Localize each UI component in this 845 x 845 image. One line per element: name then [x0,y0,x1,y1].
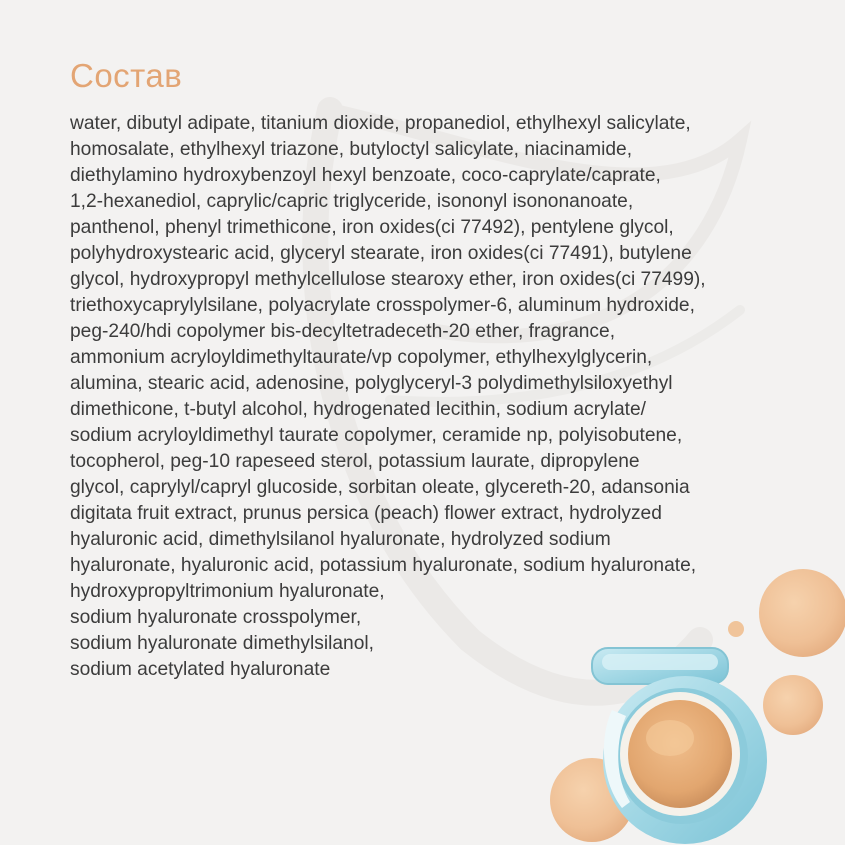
foundation-swatch [759,569,845,657]
page-title: Состав [70,57,183,94]
ingredients-line: sodium acryloyldimethyl taurate copolymer, ceramide np, polyisobutene, [70,425,683,446]
ingredients-line: panthenol, phenyl trimethicone, iron oxides(ci 77492), pentylene glycol, [70,217,674,238]
ingredients-line: hyaluronate, hyaluronic acid, potassium hyaluronate, sodium hyaluronate, [70,555,697,576]
ingredients-line: peg-240/hdi copolymer bis-decyltetradeceth-20 ether, fragrance, [70,321,616,342]
foundation-swatch [763,675,823,735]
ingredients-line: digitata fruit extract, prunus persica (peach) flower extract, hydrolyzed [70,503,662,524]
ingredients-line: tocopherol, peg-10 rapeseed sterol, potassium laurate, dipropylene [70,451,640,472]
ingredients-line: hydroxypropyltrimonium hyaluronate, [70,581,385,602]
ingredients-line: 1,2-hexanediol, caprylic/capric triglyceride, isononyl isononanoate, [70,191,634,212]
ingredients-line: glycol, hydroxypropyl methylcellulose stearoxy ether, iron oxides(ci 77499), [70,269,706,290]
ingredients-line: glycol, caprylyl/capryl glucoside, sorbitan oleate, glycereth-20, adansonia [70,477,690,498]
ingredients-line: sodium hyaluronate dimethylsilanol, [70,633,374,654]
ingredients-line: hyaluronic acid, dimethylsilanol hyaluronate, hydrolyzed sodium [70,529,611,550]
ingredients-line: homosalate, ethylhexyl triazone, butyloctyl salicylate, niacinamide, [70,139,633,160]
ingredients-line: dimethicone, t-butyl alcohol, hydrogenated lecithin, sodium acrylate/ [70,399,646,420]
foundation-swatch [728,621,744,637]
ingredients-line: sodium hyaluronate crosspolymer, [70,607,362,628]
ingredients-line: sodium acetylated hyaluronate [70,659,331,680]
ingredients-line: diethylamino hydroxybenzoyl hexyl benzoate, coco-caprylate/caprate, [70,165,661,186]
ingredients-line: triethoxycaprylylsilane, polyacrylate crosspolymer-6, aluminum hydroxide, [70,295,695,316]
ingredients-line: ammonium acryloyldimethyltaurate/vp copolymer, ethylhexylglycerin, [70,347,653,368]
ingredients-line: polyhydroxystearic acid, glyceryl stearate, iron oxides(ci 77491), butylene [70,243,692,264]
ingredients-line: water, dibutyl adipate, titanium dioxide, propanediol, ethylhexyl salicylate, [70,113,691,134]
cushion-compact-image [530,540,845,845]
ingredients-line: alumina, stearic acid, adenosine, polyglyceryl-3 polydimethylsiloxyethyl [70,373,673,394]
